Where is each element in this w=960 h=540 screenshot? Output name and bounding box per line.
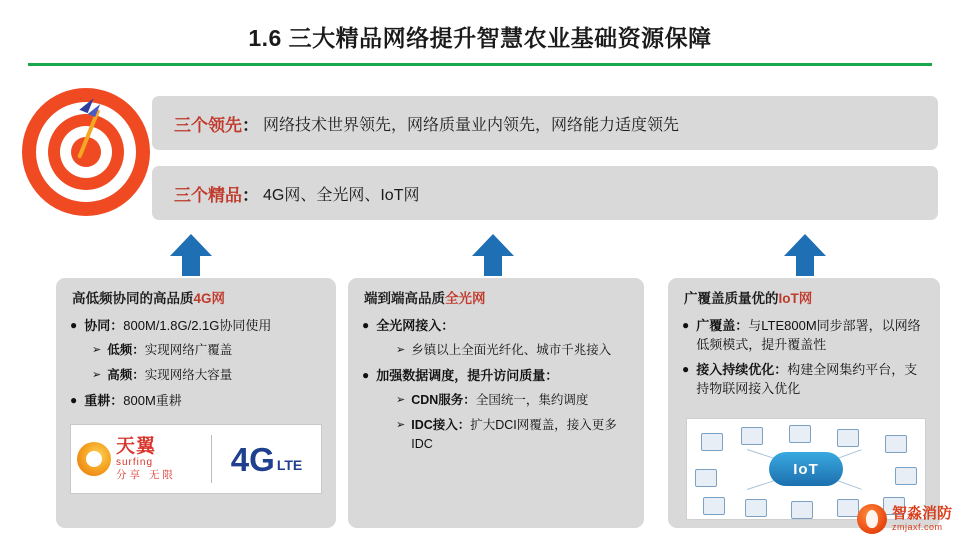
card-3-item-1-text [696, 316, 926, 354]
card-3-heading [684, 290, 926, 308]
watermark-text [892, 506, 952, 533]
title-divider [28, 63, 932, 66]
iot-device-node [703, 497, 725, 515]
bullet-dot-icon: ● [70, 393, 78, 407]
card-1-item-4 [70, 391, 322, 410]
card-1-item-1-bold: 协同： [84, 318, 124, 333]
watermark-name: 智淼消防 [891, 504, 952, 522]
card-2-item-5-body: 扩大DCI网覆盖，接入更多IDC [411, 418, 617, 451]
card-2-item-1-text [376, 316, 630, 335]
arrow-up-icon-1 [168, 232, 214, 278]
bullet-arrow-icon: ➢ [396, 419, 406, 431]
iot-device-node [837, 429, 859, 447]
card-2-heading-highlight: 全光网 [445, 291, 486, 306]
bullet-dot-icon: ● [682, 362, 690, 376]
iot-device-node [745, 499, 767, 517]
card-all-optical-network [348, 278, 644, 528]
card-1-item-2-bold: 低频： [107, 343, 145, 357]
card-2-item-2-text [411, 341, 630, 360]
card-2-item-2 [396, 341, 630, 360]
bullet-arrow-icon: ➢ [396, 344, 406, 356]
card-2-item-3-bold: 加强数据调度，提升访问质量： [376, 368, 559, 383]
card-3-item-1-bold: 广覆盖： [696, 318, 749, 333]
bullet-dot-icon: ● [682, 318, 690, 332]
banner-1-body: 网络技术世界领先，网络质量业内领先，网络能力适度领先 [263, 116, 680, 134]
banner-2-body: 4G网、全光网、IoT网 [263, 186, 420, 204]
iot-device-node [791, 501, 813, 519]
card-1-item-4-body: 800M重耕 [123, 393, 182, 408]
banner-1-colon: ： [242, 115, 259, 135]
card-1-item-1 [70, 316, 322, 335]
card-1-item-1-body: 800M/1.8G/2.1G协同使用 [123, 318, 272, 333]
iot-device-node [701, 433, 723, 451]
card-3-heading-highlight: IoT网 [778, 291, 813, 306]
iot-device-node [695, 469, 717, 487]
card-3-item-1-body: 与LTE800M同步部署，以网络低频模式，提升覆盖性 [696, 318, 921, 352]
arrow-up-icon-3 [782, 232, 828, 278]
card-2-heading [364, 290, 630, 308]
card-1-item-3 [92, 366, 322, 385]
bullet-arrow-icon: ➢ [396, 394, 406, 406]
tianyi-logo-sub: 分享 无限 [116, 468, 176, 481]
card-1-heading [72, 290, 322, 308]
card-3-item-2-body: 构建全网集约平台，支持物联网接入优化 [696, 362, 918, 396]
card-1-item-2 [92, 341, 322, 360]
watermark [857, 504, 952, 534]
page-title-text: 1.6 三大精品网络提升智慧农业基础资源保障 [248, 25, 712, 51]
target-dartboard-icon [22, 88, 150, 216]
bullet-dot-icon: ● [362, 318, 370, 332]
iot-device-node [789, 425, 811, 443]
card-1-item-2-body: 实现网络广覆盖 [144, 343, 233, 357]
card-2-item-3-text [376, 366, 630, 385]
bullet-arrow-icon: ➢ [92, 344, 102, 356]
lte-logo-lte: LTE [276, 457, 303, 473]
iot-device-node [885, 435, 907, 453]
card-2-item-5-bold: IDC接入： [411, 418, 471, 432]
tianyi-logo-en: surfing [116, 456, 154, 468]
page-title [0, 20, 960, 53]
china-telecom-4g-logo [70, 424, 322, 494]
banner-2-colon: ： [242, 185, 259, 205]
card-2-item-4-body: 全国统一，集约调度 [475, 393, 589, 407]
banner-1-label: 三个领先 [174, 115, 242, 135]
card-2-item-5 [396, 416, 630, 454]
card-3-item-2 [682, 360, 926, 398]
card-1-heading-plain: 高低频协同的高品质 [72, 291, 194, 306]
card-2-item-4 [396, 391, 630, 410]
card-1-item-2-text [107, 341, 322, 360]
iot-device-node [837, 499, 859, 517]
banner-2-label: 三个精品 [174, 185, 242, 205]
card-3-item-1 [682, 316, 926, 354]
card-1-item-4-text [84, 391, 322, 410]
bullet-dot-icon: ● [70, 318, 78, 332]
card-2-item-4-bold: CDN服务： [411, 393, 476, 407]
card-3-item-2-bold: 接入持续优化： [696, 362, 788, 377]
card-2-item-1 [362, 316, 630, 335]
card-2-heading-plain: 端到端高品质 [364, 291, 445, 306]
card-2-item-3 [362, 366, 630, 385]
watermark-flame-icon [857, 504, 887, 534]
bullet-dot-icon: ● [362, 368, 370, 382]
card-2-item-1-bold: 全光网接入： [376, 318, 455, 333]
card-1-item-3-body: 实现网络大容量 [144, 368, 233, 382]
iot-device-node [741, 427, 763, 445]
arrow-up-icon-2 [470, 232, 516, 278]
banner-three-premium [152, 166, 938, 220]
iot-device-node [895, 467, 917, 485]
card-1-item-3-bold: 高频： [107, 368, 145, 382]
card-2-item-5-text [411, 416, 630, 454]
iot-center-label: IoT [769, 452, 843, 486]
tianyi-logo-cn: 天翼 [116, 435, 157, 457]
card-1-item-1-text [84, 316, 322, 335]
card-3-heading-plain: 广覆盖质量优的 [684, 291, 779, 306]
banner-three-leading [152, 96, 938, 150]
watermark-url: zmjaxf.com [891, 521, 943, 532]
card-1-item-3-text [107, 366, 322, 385]
tianyi-swirl-icon [77, 442, 111, 476]
tianyi-logo [71, 425, 211, 493]
bullet-arrow-icon: ➢ [92, 369, 102, 381]
card-2-item-4-text [411, 391, 630, 410]
lte-logo [212, 440, 321, 478]
card-1-item-4-bold: 重耕： [84, 393, 124, 408]
tianyi-logo-text [116, 437, 176, 482]
card-3-item-2-text [696, 360, 926, 398]
card-2-item-2-body: 乡镇以上全面光纤化、城市千兆接入 [411, 343, 612, 357]
card-1-heading-highlight: 4G网 [193, 291, 226, 306]
lte-logo-4g: 4G [230, 440, 275, 478]
